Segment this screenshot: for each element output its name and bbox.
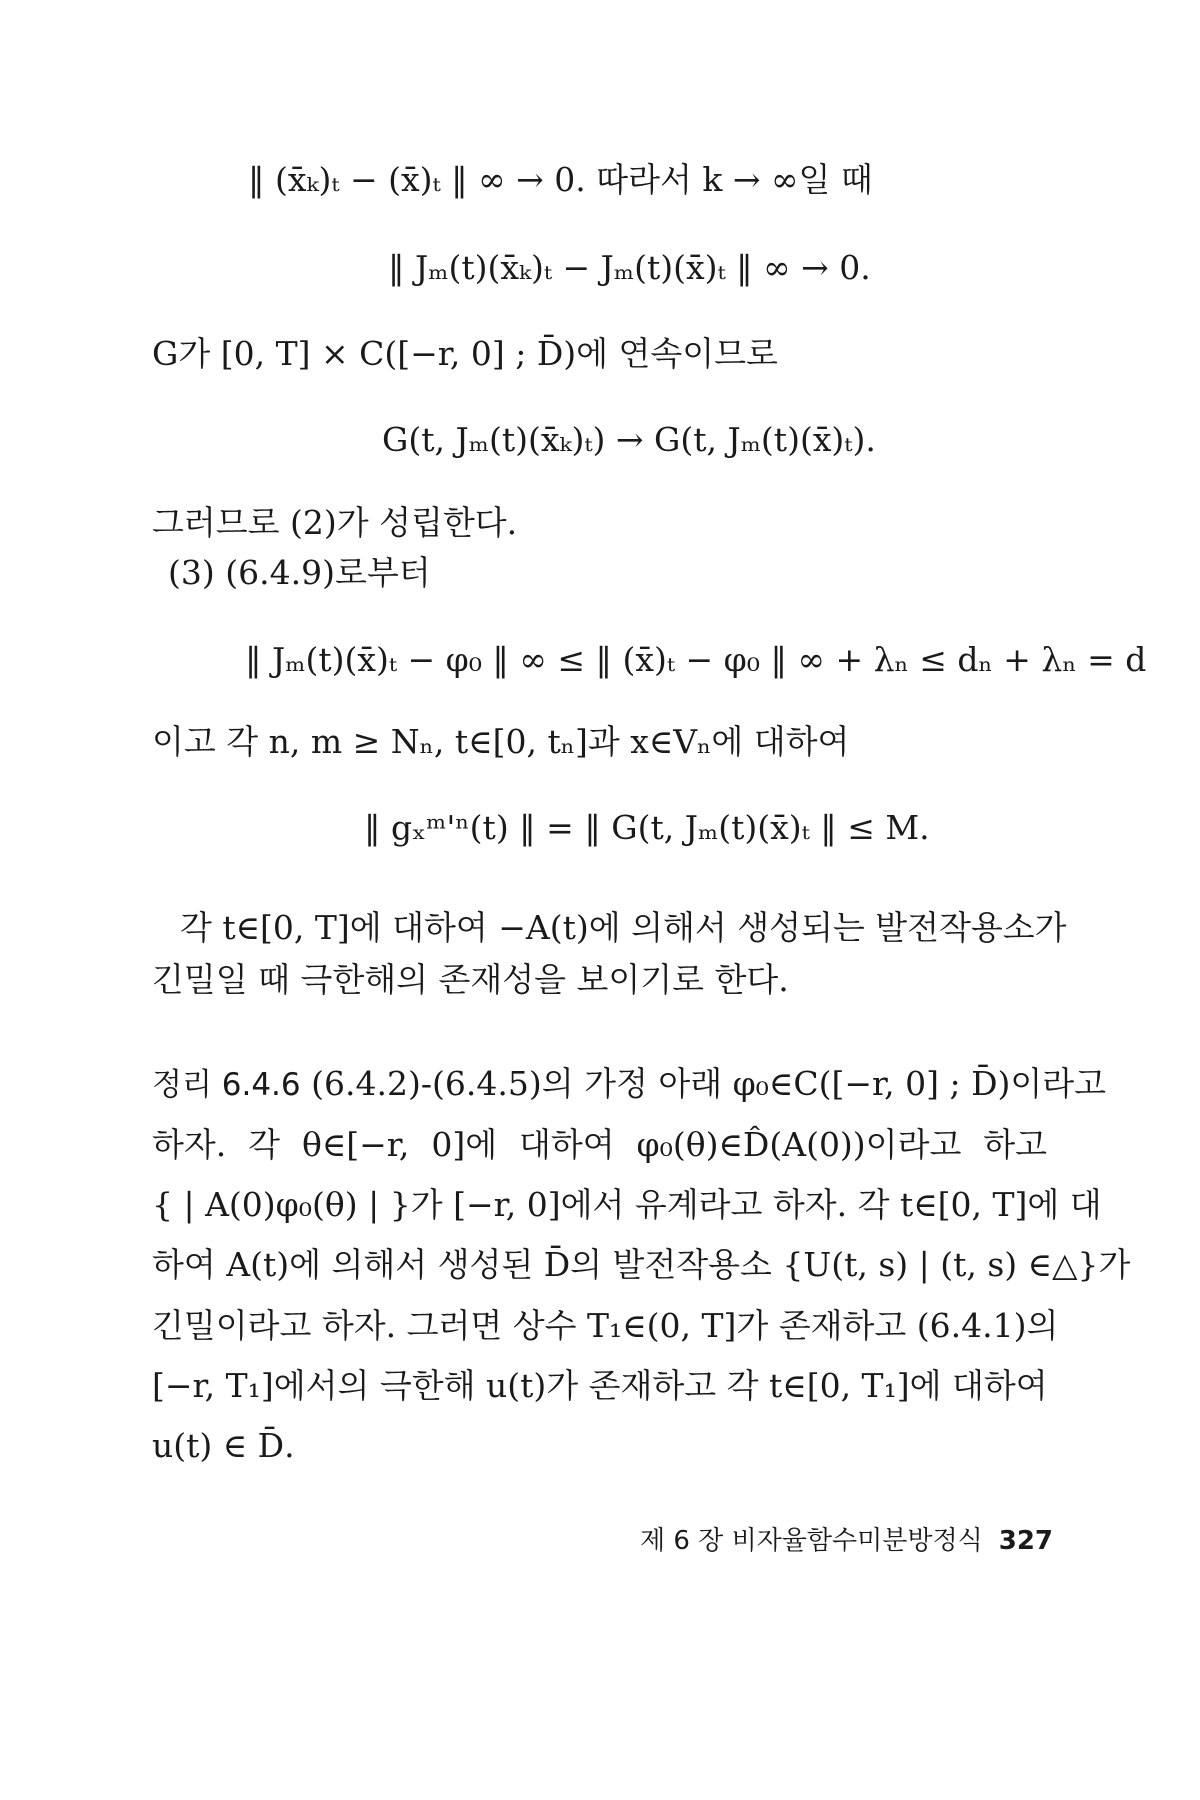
theorem-line-5: 긴밀이라고 하자. 그러면 상수 T₁∈(0, T]가 존재하고 (6.4.1)의 (152, 1306, 1059, 1345)
theorem-line-1 (152, 1064, 1106, 1105)
page-footer (640, 1520, 1053, 1557)
theorem-line-4: 하여 A(t)에 의해서 생성된 D̄의 발전작용소 {U(t, s) | (t, s) ∈△}가 (152, 1245, 1131, 1284)
equation-norm-limit: ‖ (x̄ₖ)ₜ − (x̄)ₜ ‖ ∞ → 0. 따라서 k → ∞일 때 (248, 160, 873, 199)
theorem-label: 정리 6.4.6 (152, 1067, 301, 1103)
paragraph-line-1: 각 t∈[0, T]에 대하여 −A(t)에 의해서 생성되는 발전작용소가 (180, 908, 1067, 947)
theorem-line-6: [−r, T₁]에서의 극한해 u(t)가 존재하고 각 t∈[0, T₁]에 대하여 (152, 1366, 1048, 1405)
paragraph-line-2: 긴밀일 때 극한해의 존재성을 보이기로 한다. (152, 960, 789, 999)
page-number: 327 (998, 1526, 1054, 1556)
theorem-line-2: 하자. 각 θ∈[−r, 0]에 대하여 φ₀(θ)∈D̂(A(0))이라고 하고 (152, 1125, 1047, 1164)
chapter-title: 제 6 장 비자율함수미분방정식 (640, 1526, 983, 1556)
equation-g-bound: ‖ gₓᵐ'ⁿ(t) ‖ = ‖ G(t, Jₘ(t)(x̄)ₜ ‖ ≤ M. (364, 808, 930, 847)
conclusion-statement: 그러므로 (2)가 성립한다. (152, 503, 518, 542)
theorem-line-3: { | A(0)φ₀(θ) | }가 [−r, 0]에서 유계라고 하자. 각 t∈[0, T]에 대 (152, 1185, 1102, 1224)
theorem-line-7: u(t) ∈ D̄. (152, 1426, 295, 1465)
equation-inequality: ‖ Jₘ(t)(x̄)ₜ − φ₀ ‖ ∞ ≤ ‖ (x̄)ₜ − φ₀ ‖ ∞ + λₙ ≤ dₙ + λₙ = d (245, 640, 1147, 679)
theorem-text-1: (6.4.2)-(6.4.5)의 가정 아래 φ₀∈C([−r, 0] ; D̄)이라고 (311, 1064, 1107, 1103)
item-3-heading: (3) (6.4.9)로부터 (168, 553, 431, 592)
continuity-statement: G가 [0, T] × C([−r, 0] ; D̄)에 연속이므로 (152, 334, 778, 373)
condition-statement: 이고 각 n, m ≥ Nₙ, t∈[0, tₙ]과 x∈Vₙ에 대하여 (152, 722, 850, 761)
equation-jm-limit: ‖ Jₘ(t)(x̄ₖ)ₜ − Jₘ(t)(x̄)ₜ ‖ ∞ → 0. (388, 248, 871, 287)
equation-g-limit: G(t, Jₘ(t)(x̄ₖ)ₜ) → G(t, Jₘ(t)(x̄)ₜ). (382, 420, 876, 459)
